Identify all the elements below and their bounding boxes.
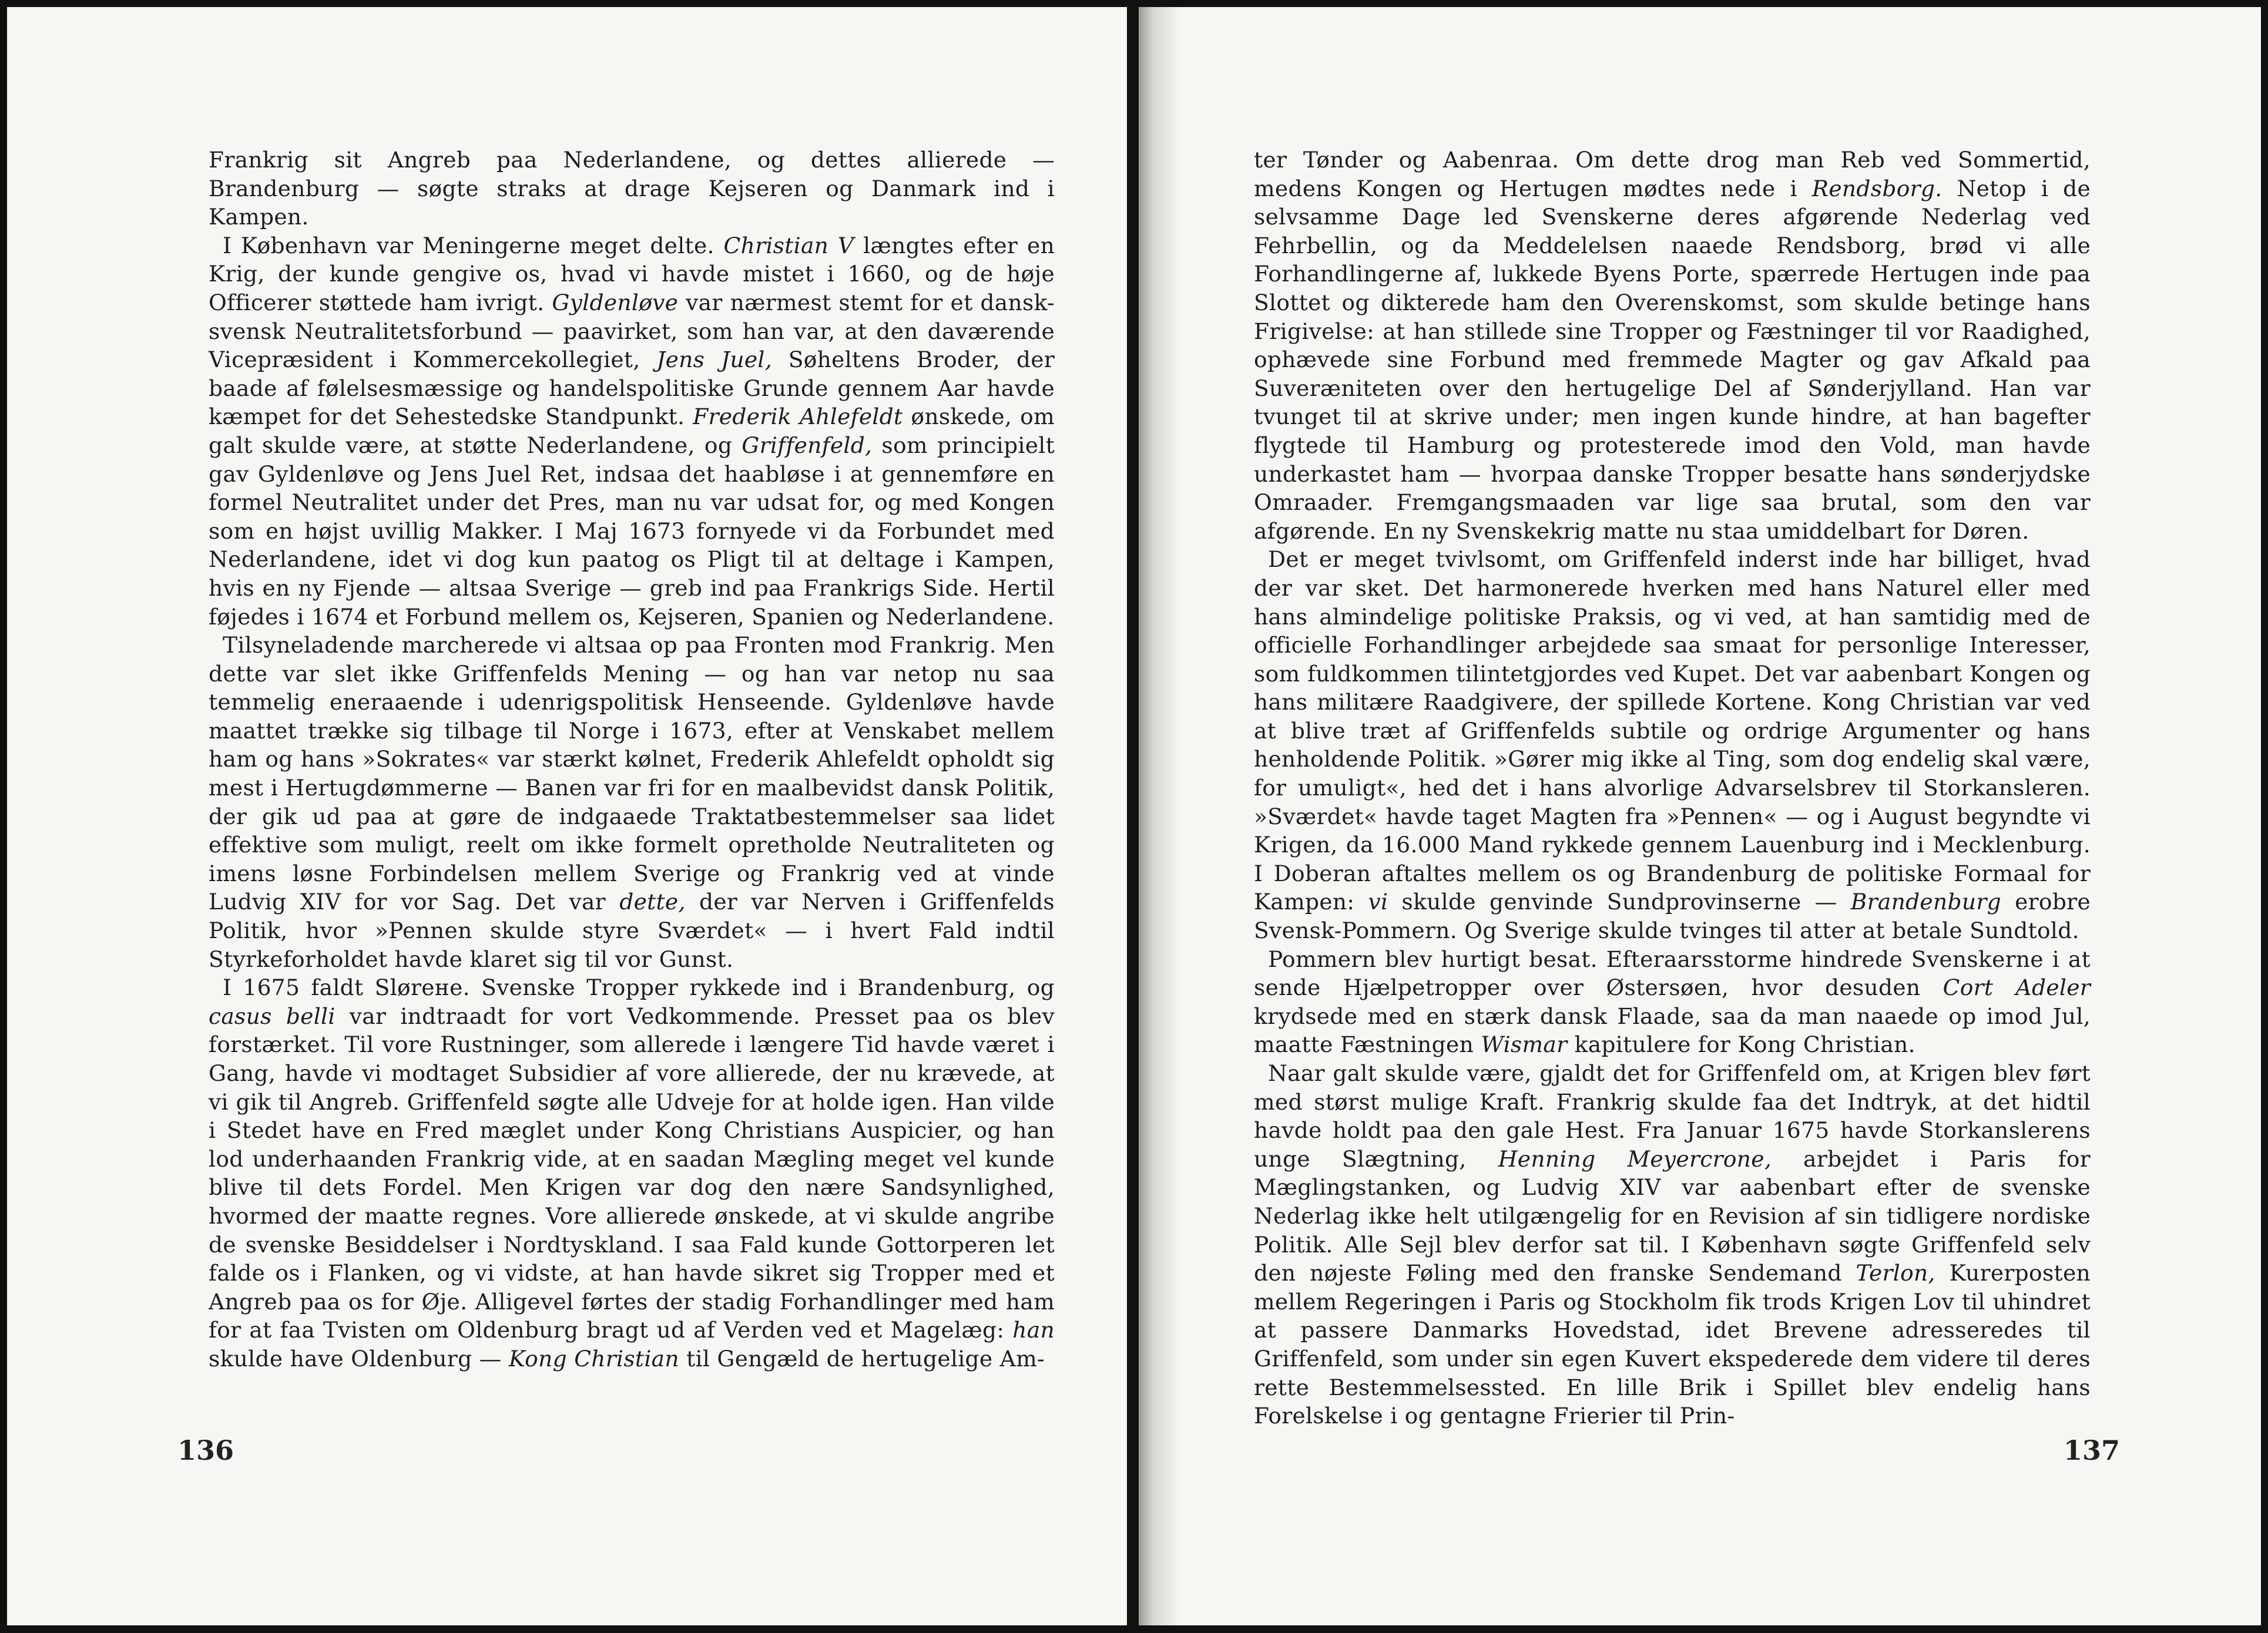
paragraph: Naar galt skulde være, gjaldt det for Griffenfeld om, at Krigen blev ført med størst mulige Kraft. Frankrig skulde faa det Indtryk, at det hidtil havde holdt paa den gale Hest. Fra Januar 1675 havde Storkanslerens unge Slægtning, Henning Meyercrone, arbejdet i Paris for Mæglingstanken, og Ludvig XIV var aabenbart efter de svenske Nederlag ikke helt utilgængelig for en Revision af sin tidligere nordiske Politik. Alle Sejl blev derfor sat til. I København søgte Griffenfeld selv den nøjeste Føling med den franske Sendemand Terlon, Kurerposten mellem Regeringen i Paris og Stockholm fik trods Krigen Lov til uhindret at passere Danmarks Hovedstad, idet Brevene adresseredes til Griffenfeld, som under sin egen Kuvert ekspederede dem videre til deres rette Bestemmelsessted. En lille Brik i Spillet blev endelig hans Forelskelse i og gentagne Frierier til Prin- xyxy=(1254,1060,2091,1429)
paragraph: ter Tønder og Aabenraa. Om dette drog man Reb ved Sommertid, medens Kongen og Hertugen mødtes nede i Rendsborg. Netop i de selvsamme Dage led Svenskerne deres afgørende Nederlag ved Fehrbellin, og da Meddelelsen naaede Rendsborg, brød vi alle Forhandlingerne af, lukkede Byens Porte, spærrede Hertugen inde paa Slottet og dikterede ham den Overenskomst, som skulde betinge hans Frigivelse: at han stillede sine Tropper og Fæstninger til vor Raadighed, ophævede sine Forbund med fremmede Magter og gav Afkald paa Suveræniteten over den hertugelige Del af Sønderjylland. Han var tvunget til at skrive under; men ingen kunde hindre, at han bagefter flygtede til Hamburg og protesterede imod den Vold, man havde underkastet ham — hvorpaa danske Tropper besatte hans sønderjydske Omraader. Fremgangsmaaden var lige saa brutal, som den var afgørende. En ny Svenskekrig matte nu staa umiddelbart for Døren. xyxy=(1254,147,2091,544)
left-page-text xyxy=(209,146,1055,1373)
right-page-text xyxy=(1254,146,2091,1430)
paragraph: Tilsyneladende marcherede vi altsaa op paa Fronten mod Frankrig. Men dette var slet ikke Griffenfelds Mening — og han var netop nu saa temmelig eneraaende i udenrigspolitisk Henseende. Gyldenløve havde maattet trække sig tilbage til Norge i 1673, efter at Venskabet mellem ham og hans »Sokrates« var stærkt kølnet, Frederik Ahlefeldt opholdt sig mest i Hertugdømmerne — Banen var fri for en maalbevidst dansk Politik, der gik ud paa at gøre de indgaaede Traktatbestemmelser saa lidet effektive som muligt, reelt om ikke formelt opretholde Neutraliteten og imens løsne Forbindelsen mellem Sverige og Frankrig ved at vinde Ludvig XIV for vor Sag. Det var dette, der var Nerven i Griffenfelds Politik, hvor »Pennen skulde styre Sværdet« — i hvert Fald indtil Styrkeforholdet havde klaret sig til vor Gunst. xyxy=(209,632,1055,972)
spine-shadow xyxy=(1139,7,1180,1625)
right-page-number: 137 xyxy=(2064,1434,2121,1466)
paragraph: Det er meget tvivlsomt, om Griffenfeld inderst inde har billiget, hvad der var sket. Det harmonerede hverken med hans Naturel eller med hans almindelige politiske Praksis, og vi ved, at han samtidig med de officielle Forhandlinger arbejdede saa smaat for personlige Interesser, som fuldkommen tilintetgjordes ved Kupet. Det var aabenbart Kongen og hans militære Raadgivere, der spillede Kortene. Kong Christian var ved at blive træt af Griffenfelds subtile og ordrige Argumenter og hans henholdende Politik. »Gører mig ikke al Ting, som dog endelig skal være, for umuligt«, hed det i hans alvorlige Advarselsbrev til Storkansleren. »Sværdet« havde taget Magten fra »Pennen« — og i August begyndte vi Krigen, da 16.000 Mand rykkede gennem Lauenburg ind i Mecklenburg. I Doberan aftaltes mellem os og Brandenburg de politiske Formaal for Kampen: vi skulde genvinde Sundprovinserne — Brandenburg erobre Svensk-Pommern. Og Sverige skulde tvinges til atter at betale Sundtold. xyxy=(1254,546,2091,944)
right-page xyxy=(1139,7,2261,1625)
left-page-number: 136 xyxy=(177,1434,234,1466)
paragraph: Frankrig sit Angreb paa Nederlandene, og dettes allierede — Brandenburg — søgte straks at drage Kejseren og Danmark ind i Kampen. xyxy=(209,147,1055,230)
paragraph: I København var Meningerne meget delte. Christian V længtes efter en Krig, der kunde gengive os, hvad vi havde mistet i 1660, og de høje Officerer støttede ham ivrigt. Gyldenløve var nærmest stemt for et dansk-svensk Neutralitetsforbund — paavirket, som han var, at den daværende Vicepræsident i Kommercekollegiet, Jens Juel, Søheltens Broder, der baade af følelsesmæssige og handelspolitiske Grunde gennem Aar havde kæmpet for det Sehestedske Standpunkt. Frederik Ahlefeldt ønskede, om galt skulde være, at støtte Nederlandene, og Griffenfeld, som principielt gav Gyldenløve og Jens Juel Ret, indsaa det haabløse i at gennemføre en formel Neutralitet under det Pres, man nu var udsat for, og med Kongen som en højst uvillig Makker. I Maj 1673 fornyede vi da Forbundet med Nederlandene, idet vi dog kun paatog os Pligt til at deltage i Kampen, hvis en ny Fjende — altsaa Sverige — greb ind paa Frankrigs Side. Hertil føjedes i 1674 et Forbund mellem os, Kejseren, Spanien og Nederlandene. xyxy=(209,232,1055,630)
paragraph: I 1675 faldt Sløreне. Svenske Tropper rykkede ind i Brandenburg, og casus belli var indtraadt for vort Vedkommende. Presset paa os blev forstærket. Til vore Rustninger, som allerede i længere Tid havde været i Gang, havde vi modtaget Subsidier af vore allierede, der nu krævede, at vi gik til Angreb. Griffenfeld søgte alle Udveje for at holde igen. Han vilde i Stedet have en Fred mæglet under Kong Christians Auspicier, og han lod underhaanden Frankrig vide, at en saadan Mægling meget vel kunde blive til dets Fordel. Men Krigen var dog den nære Sandsynlighed, hvormed der maatte regnes. Vore allierede ønskede, at vi skulde angribe de svenske Besiddelser i Nordtyskland. I saa Fald kunde Gottorperen let falde os i Flanken, og vi vidste, at han havde sikret sig Tropper med et Angreb paa os for Øje. Alligevel førtes der stadig Forhandlinger med ham for at faa Tvisten om Oldenburg bragt ud af Verden ved et Magelæg: han skulde have Oldenburg — Kong Christian til Gengæld de hertugelige Am- xyxy=(209,975,1055,1372)
left-page xyxy=(7,7,1127,1625)
paragraph: Pommern blev hurtigt besat. Efteraarsstorme hindrede Svenskerne i at sende Hjælpetropper over Østersøen, hvor desuden Cort Adeler krydsede med en stærk dansk Flaade, saa da man naaede op imod Jul, maatte Fæstningen Wismar kapitulere for Kong Christian. xyxy=(1254,946,2091,1058)
